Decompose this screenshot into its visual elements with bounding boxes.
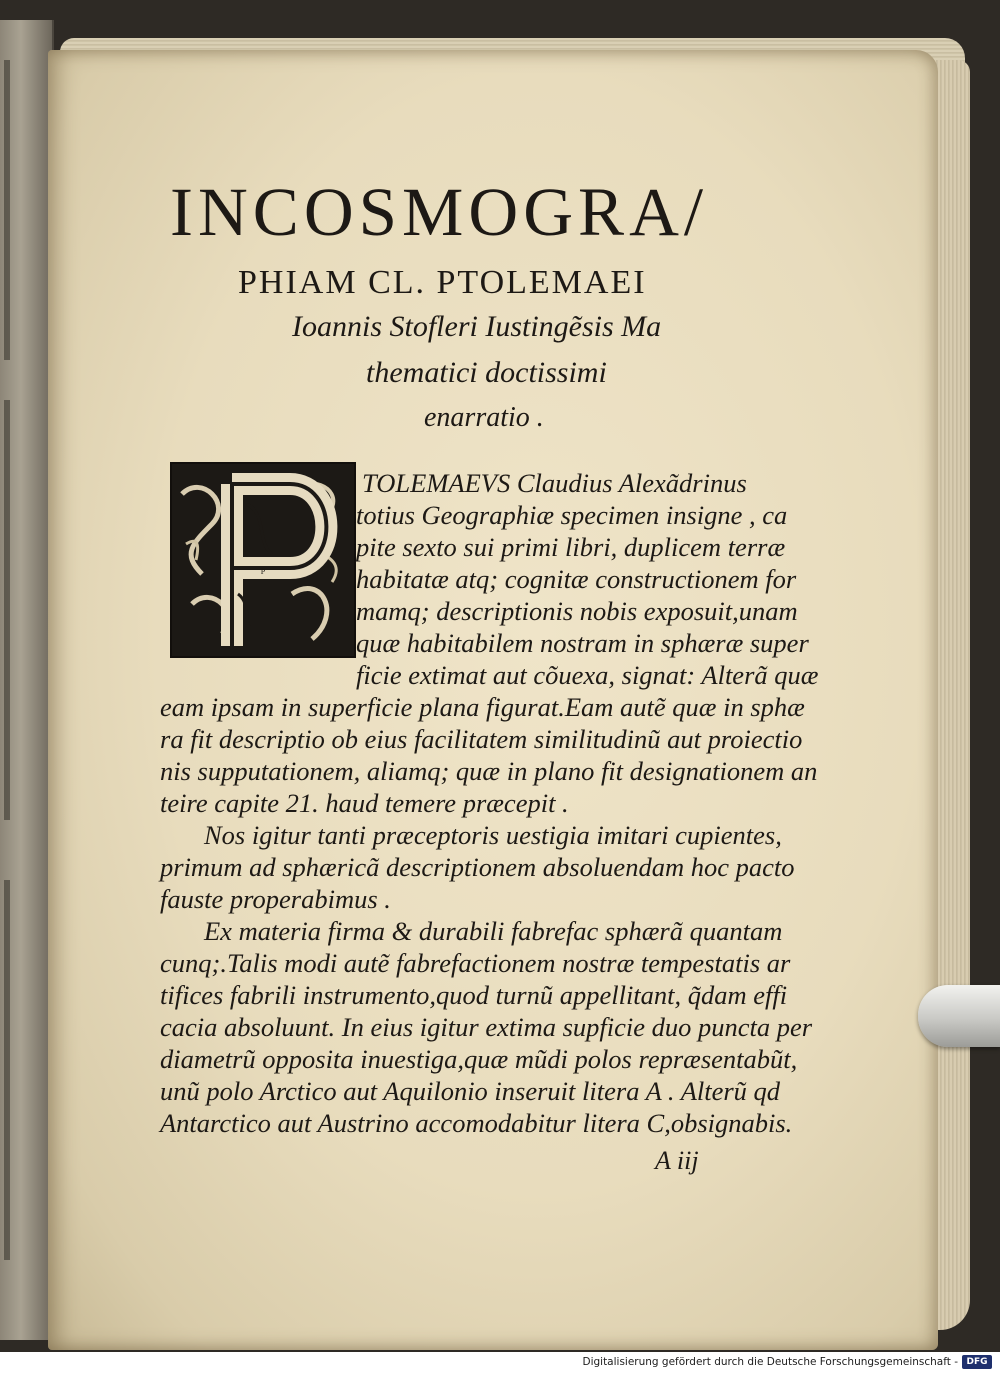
body-line: primum ad sphæricã descriptionem absoluendam hoc pacto <box>160 852 795 882</box>
body-line: cacia absoluunt. In eius igitur extima supficie duo puncta per <box>160 1012 813 1042</box>
body-line: mamq; descriptionis nobis exposuit,unam <box>356 596 798 626</box>
body-line: Antarctico aut Austrino accomodabitur litera C,obsignabis. <box>160 1108 793 1138</box>
body-line: fauste properabimus . <box>160 884 391 914</box>
body-line: ra fit descriptio ob eius facilitatem similitudinũ aut proiectio <box>160 724 803 754</box>
digitization-credit: Digitalisierung gefördert durch die Deutsche Forschungsgemeinschaft - <box>582 1356 958 1368</box>
body-line: unũ polo Arctico aut Aquilonio inseruit litera A . Alterũ qd <box>160 1076 781 1106</box>
svg-text:P: P <box>260 567 266 576</box>
title-line-3: Ioannis Stofleri Iustingẽsis Ma <box>292 310 662 343</box>
body-line: Nos igitur tanti præceptoris uestigia imitari cupientes, <box>204 820 782 850</box>
body-line: Ex materia firma & durabili fabrefac sphærã quantam <box>204 916 783 946</box>
title-line-4: thematici doctissimi <box>366 356 607 389</box>
body-line: habitatæ atq; cognitæ constructionem for <box>356 564 797 594</box>
body-line: pite sexto sui primi libri, duplicem terræ <box>356 532 786 562</box>
body-line: diametrũ opposita inuestiga,quæ mũdi polos repræsentabũt, <box>160 1044 798 1074</box>
title-line-1: INCOSMOGRA/ <box>170 174 709 250</box>
body-line: ficie extimat aut cõuexa, signat: Alterã quæ <box>356 660 819 690</box>
body-line: TOLEMAEVS Claudius Alexãdrinus <box>362 468 747 498</box>
dfg-logo: DFG <box>962 1355 992 1369</box>
title-line-2: PHIAM CL. PTOLEMAEI <box>238 264 647 301</box>
body-line: cunq;.Talis modi autẽ fabrefactionem nostræ tempestatis ar <box>160 948 791 978</box>
body-line: tifices fabrili instrumento,quod turnũ appellitant, q̃dam effi <box>160 980 788 1010</box>
signature-mark: A iij <box>655 1146 699 1175</box>
body-line: teire capite 21. haud temere præcepit . <box>160 788 569 818</box>
body-line: totius Geographiæ specimen insigne , ca <box>356 500 788 530</box>
title-line-5: enarratio . <box>424 402 544 433</box>
page-clip <box>918 985 1000 1047</box>
body-line: eam ipsam in superficie plana figurat.Eam autẽ quæ in sphæ <box>160 692 805 722</box>
body-line: nis supputationem, aliamq; quæ in plano fit designationem an <box>160 756 818 786</box>
body-line: quæ habitabilem nostram in sphæræ super <box>356 628 809 658</box>
